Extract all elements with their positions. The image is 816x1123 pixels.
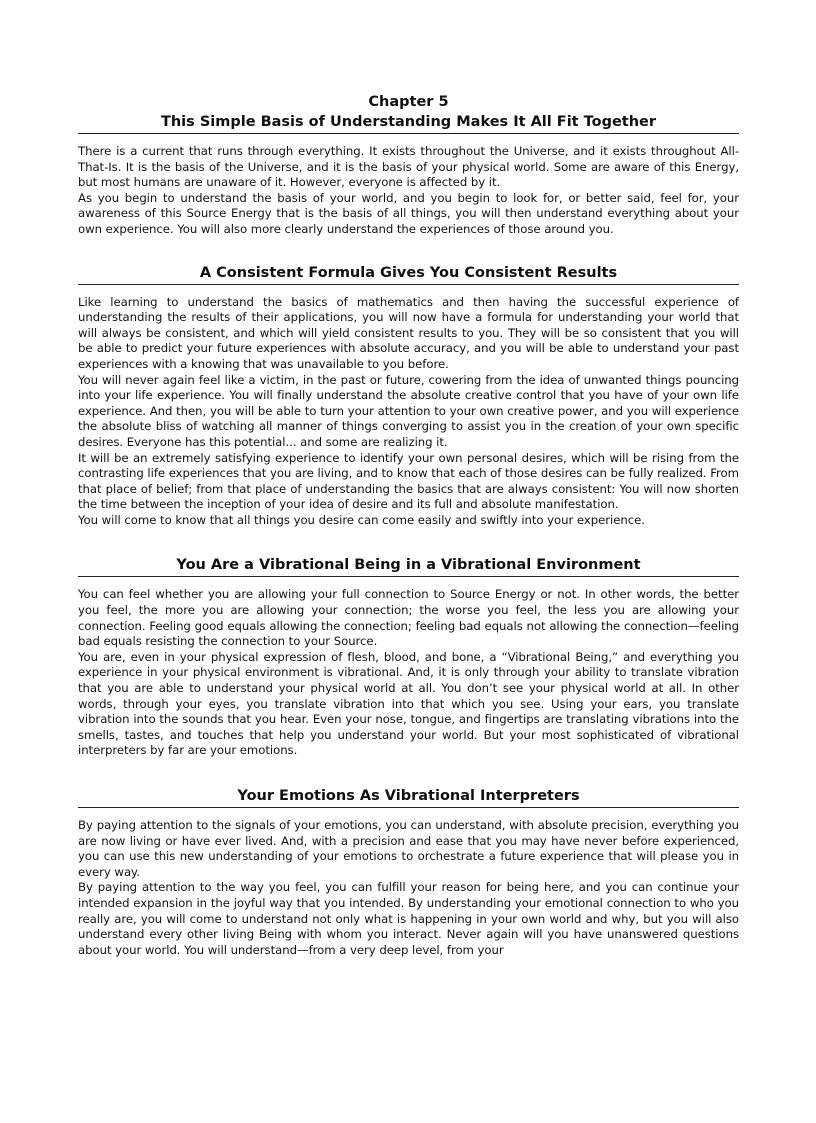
paragraph: It will be an extremely satisfying experience to identify your own personal desires, which will be rising from the contrasting life experiences that you are living, and to know that each of those desires can be fully realized. From that place of belief; from that place of understanding the basics that are always consistent: You will now shorten the time between the inception of your idea of desire and its full and absolute manifestation.	[78, 450, 739, 512]
paragraph: There is a current that runs through everything. It exists throughout the Universe, and it exists throughout All-That-Is. It is the basis of the Universe, and it is the basis of your physical world. Some are aware of this Energy, but most humans are unaware of it. However, everyone is affected by it.	[78, 144, 739, 190]
section-title: A Consistent Formula Gives You Consistent Results	[199, 264, 618, 281]
chapter-title: This Simple Basis of Understanding Makes It All Fit Together	[160, 114, 657, 130]
paragraph: As you begin to understand the basis of your world, and you begin to look for, or better said, feel for, your awareness of this Source Energy that is the basis of all things, you will then understand everything about your own experience. You will also more clearly understand the experiences of those around you.	[78, 190, 739, 236]
section-body	[78, 295, 739, 529]
section-title-rule	[78, 284, 739, 285]
section-title: Your Emotions As Vibrational Interpreters	[237, 788, 580, 804]
chapter-label: Chapter 5	[368, 94, 449, 110]
section-title-rule	[78, 807, 739, 808]
chapter-intro	[78, 92, 739, 238]
section-body	[78, 587, 739, 759]
paragraph: By paying attention to the way you feel, you can fulfill your reason for being here, and you can continue your intended expansion in the joyful way that you intended. By understanding your emotional connection to who you really are, you will come to understand not only what is happening in your own world and why, but you will also understand every other living Being with whom you interact. Never again will you have unanswered questions about your world. You will understand—from a very deep level, from your	[78, 880, 739, 957]
section-consistent-formula	[78, 263, 739, 529]
paragraph: You will never again feel like a victim, in the past or future, cowering from the idea of unwanted things pouncing into your life experience. You will finally understand the absolute creative control that you have of your own life experience. And then, you will be able to turn your attention to your own creative power, and you will experience the absolute bliss of watching all manner of things converging to assist you in the creation of your own specific desires. Everyone has this potential... and some are realizing it.	[78, 372, 739, 449]
section-title: You Are a Vibrational Being in a Vibrational Environment	[176, 557, 641, 574]
chapter-title-rule	[78, 133, 739, 134]
chapter-body	[78, 144, 739, 238]
section-emotions-interpreters	[78, 786, 739, 958]
section-body	[78, 818, 739, 958]
paragraph: By paying attention to the signals of your emotions, you can understand, with absolute precision, everything you are now living or have ever lived. And, with a precision and ease that you may have never before experienced, you can use this new understanding of your emotions to orchestrate a future experience that will please you in every way.	[78, 818, 739, 879]
section-title-rule	[78, 576, 739, 577]
section-vibrational-being	[78, 555, 739, 759]
paragraph: You can feel whether you are allowing your full connection to Source Energy or not. In other words, the better you feel, the more you are allowing your connection; the worse you feel, the less you are allowing your connection. Feeling good equals allowing the connection; feeling bad equals not allowing the connection—feeling bad equals resisting the connection to your Source.	[78, 587, 739, 649]
paragraph: Like learning to understand the basics of mathematics and then having the successful experience of understanding the results of their applications, you will now have a formula for understanding your world that will always be consistent, and which will yield consistent results to you. They will be so consistent that you will be able to predict your future experiences with absolute accuracy, and you will be able to understand your past experiences with a knowing that was unavailable to you before.	[78, 294, 739, 371]
paragraph: You will come to know that all things you desire can come easily and swiftly into your experience.	[78, 512, 645, 527]
document-page	[78, 92, 739, 958]
paragraph: You are, even in your physical expression of flesh, blood, and bone, a “Vibrational Being,” and everything you experience in your physical environment is vibrational. And, it is only through your ability to translate vibration that you are able to understand your physical world at all. You don’t see your physical world at all. In other words, through your eyes, you translate vibration into that which you see. Using your ears, you translate vibration into the sounds that you hear. Even your nose, tongue, and fingertips are translating vibrations into the smells, tastes, and touches that help you understand your world. But your most sophisticated of vibrational interpreters by far are your emotions.	[78, 649, 739, 758]
